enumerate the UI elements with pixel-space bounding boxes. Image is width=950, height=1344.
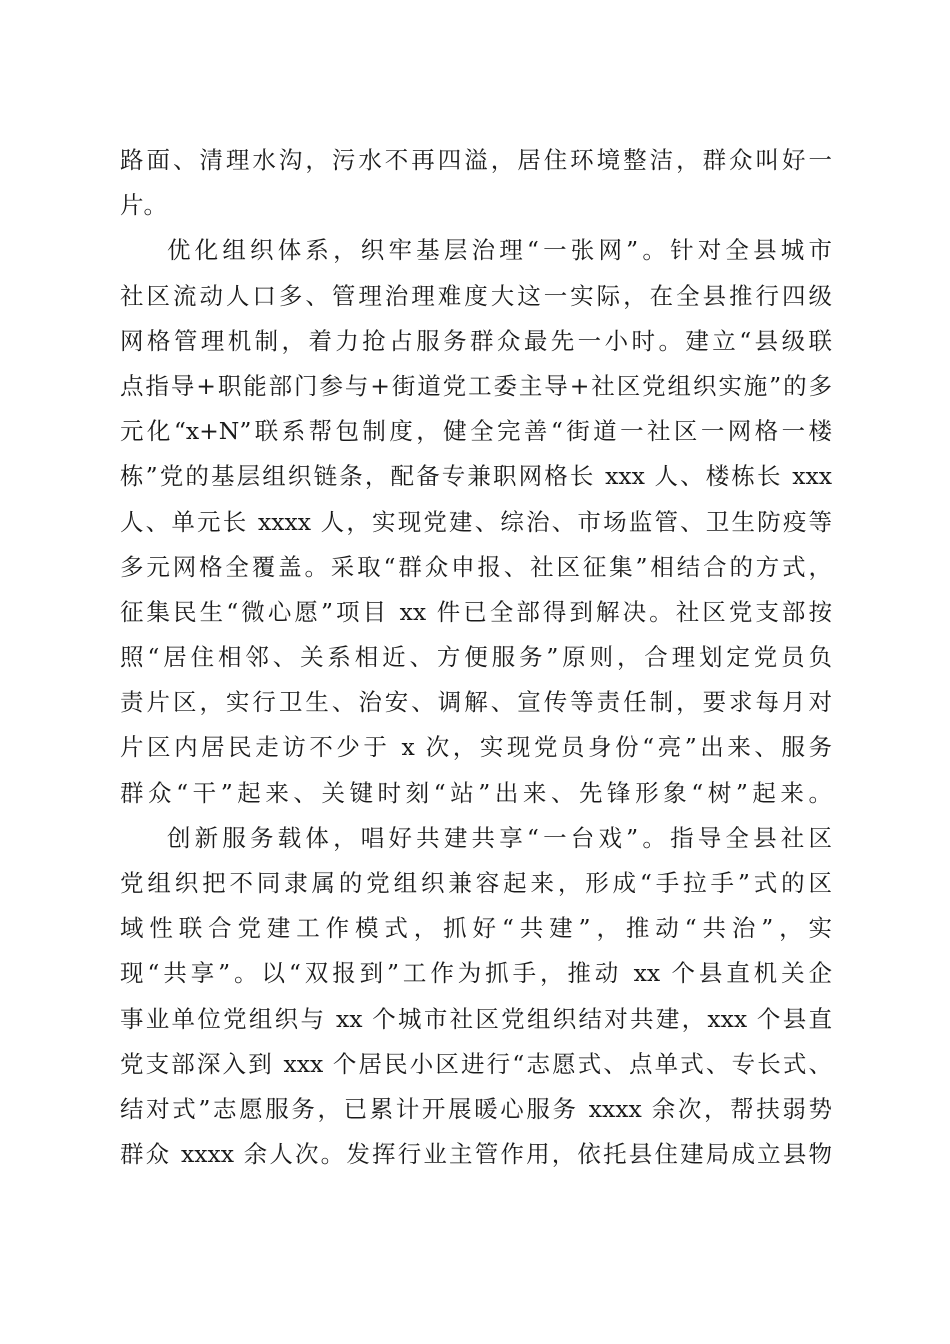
- paragraph-1-line-11: 片区内居民走访不少于 x 次，实现党员身份“亮”出来、服务: [120, 733, 832, 762]
- paragraph-1-line-9: 照“居住相邻、关系相近、方便服务”原则，合理划定党员负: [120, 643, 832, 672]
- paragraph-1-line-2: 网格管理机制，着力抢占服务群众最先一小时。建立“县级联: [120, 326, 832, 355]
- paragraph-2-line-2: 域性联合党建工作模式，抓好“共建”，推动“共治”，实: [120, 914, 832, 943]
- paragraph-2-line-4: 事业单位党组织与 xx 个城市社区党组织结对共建，xxx 个县直: [120, 1004, 832, 1033]
- paragraph-1-line-0: 优化组织体系，织牢基层治理“一张网”。针对全县城市: [167, 236, 832, 265]
- paragraph-2-line-1: 党组织把不同隶属的党组织兼容起来，形成“手拉手”式的区: [120, 869, 832, 897]
- paragraph-1-line-10: 责片区，实行卫生、治安、调解、宣传等责任制，要求每月对: [120, 688, 832, 717]
- paragraph-2-line-0: 创新服务载体，唱好共建共享“一台戏”。指导全县社区: [167, 823, 832, 852]
- paragraph-0-line-0: 路面、清理水沟，污水不再四溢，居住环境整洁，群众叫好一: [120, 146, 832, 174]
- paragraph-1-line-5: 栋”党的基层组织链条，配备专兼职网格长 xxx 人、楼栋长 xxx: [120, 462, 832, 491]
- paragraph-1-line-3: 点指导+职能部门参与+街道党工委主导+社区党组织实施”的多: [120, 371, 832, 400]
- paragraph-0-line-1: 片。: [120, 191, 167, 220]
- body-text: [120, 138, 832, 1177]
- paragraph-2-line-3: 现“共享”。以“双报到”工作为抓手，推动 xx 个县直机关企: [120, 959, 832, 988]
- paragraph-2-line-6: 结对式”志愿服务，已累计开展暖心服务 xxxx 余次，帮扶弱势: [120, 1094, 832, 1123]
- paragraph-1-line-4: 元化“x+N”联系帮包制度，健全完善“街道一社区一网格一楼: [120, 417, 832, 446]
- paragraph-2-line-5: 党支部深入到 xxx 个居民小区进行“志愿式、点单式、专长式、: [120, 1049, 832, 1078]
- paragraph-2-line-7: 群众 xxxx 余人次。发挥行业主管作用，依托县住建局成立县物: [120, 1140, 832, 1169]
- paragraph-1-line-6: 人、单元长 xxxx 人，实现党建、综治、市场监管、卫生防疫等: [120, 507, 832, 536]
- paragraph-1-line-8: 征集民生“微心愿”项目 xx 件已全部得到解决。社区党支部按: [120, 597, 832, 626]
- paragraph-1-line-7: 多元网格全覆盖。采取“群众申报、社区征集”相结合的方式，: [120, 552, 832, 581]
- paragraph-1-line-1: 社区流动人口多、管理治理难度大这一实际，在全县推行四级: [120, 281, 832, 310]
- paragraph-1-line-12: 群众“干”起来、关键时刻“站”出来、先锋形象“树”起来。: [120, 778, 832, 807]
